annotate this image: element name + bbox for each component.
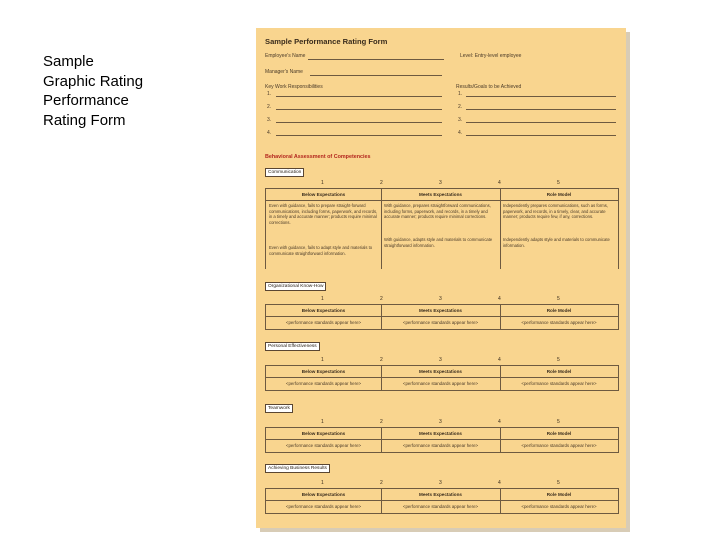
communication-grid — [265, 188, 619, 269]
col-below-expectations: Below Expectations — [301, 431, 346, 436]
comm-role-1: Independently prepares communications, such as forms, paperwork, and records, in a timely, clear, and accurate manner; products require few, if any, corrections. — [503, 203, 608, 220]
key-work-line — [276, 109, 442, 110]
manager-name-line — [310, 75, 442, 76]
competency-teamwork: Teamwork — [265, 404, 293, 413]
scale-number: 2 — [380, 480, 383, 486]
col-below-expectations: Below Expectations — [301, 369, 346, 374]
key-work-number: 2. — [267, 104, 272, 110]
scale-number: 3 — [439, 357, 442, 363]
standards-placeholder: <performance standards appear here> — [402, 381, 479, 386]
results-number: 4. — [458, 130, 463, 136]
scale-number: 2 — [380, 296, 383, 302]
employee-name-label: Employee's Name — [265, 53, 306, 59]
key-work-line — [276, 96, 442, 97]
col-meets-expectations: Meets Expectations — [419, 492, 462, 497]
scale-number: 1 — [321, 419, 324, 425]
scale-number: 3 — [439, 480, 442, 486]
scale-number: 4 — [498, 357, 501, 363]
results-label: Results/Goals to be Achieved — [456, 84, 522, 90]
standards-placeholder: <performance standards appear here> — [285, 443, 362, 448]
competency-communication: Communication — [265, 168, 304, 177]
standards-placeholder: <performance standards appear here> — [402, 320, 479, 325]
scale-number: 1 — [321, 180, 324, 186]
scale-number: 5 — [557, 419, 560, 425]
organizational-grid — [265, 304, 619, 330]
standards-placeholder: <performance standards appear here> — [285, 381, 362, 386]
standards-placeholder: <performance standards appear here> — [521, 504, 597, 509]
results-number: 2. — [458, 104, 463, 110]
comm-meets-1: With guidance, prepares straightforward communications, including forms, paperwork, and records, in a timely and accurate manner; products require minimal corrections. — [384, 203, 491, 220]
scale-number: 1 — [321, 357, 324, 363]
col-role-model: Role Model — [546, 369, 572, 374]
rating-form-image — [256, 28, 626, 528]
behavioral-section-title: Behavioral Assessment of Competencies — [265, 154, 371, 160]
scale-number: 4 — [498, 180, 501, 186]
results-number: 3. — [458, 117, 463, 123]
scale-number: 3 — [439, 419, 442, 425]
level-label: Level: Entry-level employee — [460, 53, 522, 59]
col-below-expectations: Below Expectations — [301, 192, 346, 197]
scale-number: 3 — [439, 296, 442, 302]
standards-placeholder: <performance standards appear here> — [285, 504, 362, 509]
business-results-grid — [265, 488, 619, 514]
scale-number: 5 — [557, 180, 560, 186]
scale-number: 1 — [321, 296, 324, 302]
key-work-line — [276, 122, 442, 123]
slide-title — [43, 52, 233, 130]
comm-meets-2: With guidance, adapts style and materials to communicate straightforward information. — [384, 237, 493, 248]
standards-placeholder: <performance standards appear here> — [285, 320, 362, 325]
key-work-number: 1. — [267, 91, 272, 97]
col-below-expectations: Below Expectations — [301, 308, 346, 313]
col-role-model: Role Model — [546, 492, 572, 497]
standards-placeholder: <performance standards appear here> — [402, 443, 479, 448]
standards-placeholder: <performance standards appear here> — [521, 443, 597, 448]
col-meets-expectations: Meets Expectations — [419, 431, 462, 436]
col-role-model: Role Model — [546, 431, 572, 436]
scale-number: 3 — [439, 180, 442, 186]
comm-role-2: Independently adapts style and materials to communicate information. — [503, 237, 610, 248]
results-line — [466, 135, 616, 136]
employee-name-line — [308, 59, 444, 60]
col-below-expectations: Below Expectations — [301, 492, 346, 497]
col-meets-expectations: Meets Expectations — [419, 308, 462, 313]
standards-placeholder: <performance standards appear here> — [521, 320, 597, 325]
col-meets-expectations: Meets Expectations — [419, 369, 462, 374]
scale-number: 4 — [498, 480, 501, 486]
col-role-model: Role Model — [546, 192, 572, 197]
comm-below-1: Even with guidance, fails to prepare straight-forward communications, including forms, paperwork, and records, in a timely and accurate manner; products require minimal corrections. — [269, 203, 378, 225]
standards-placeholder: <performance standards appear here> — [521, 381, 597, 386]
col-role-model: Role Model — [546, 308, 572, 313]
teamwork-grid — [265, 427, 619, 453]
scale-number: 1 — [321, 480, 324, 486]
competency-personal-effectiveness: Personal Effectiveness — [265, 342, 320, 351]
personal-grid — [265, 365, 619, 391]
results-line — [466, 96, 616, 97]
scale-number: 5 — [557, 357, 560, 363]
scale-number: 2 — [380, 357, 383, 363]
slide-title-line: Sample — [43, 53, 94, 70]
competency-achieving-business-results: Achieving Business Results — [265, 464, 330, 473]
manager-name-label: Manager's Name — [265, 69, 303, 75]
slide-title-line: Performance — [43, 92, 129, 109]
scale-number: 4 — [498, 296, 501, 302]
results-line — [466, 109, 616, 110]
scale-number: 5 — [557, 296, 560, 302]
comm-below-2: Even with guidance, fails to adapt style and materials to communicate straightforward information. — [269, 245, 373, 256]
scale-number: 5 — [557, 480, 560, 486]
competency-organizational-know-how: Organizational Know-How — [265, 282, 326, 291]
results-number: 1. — [458, 91, 463, 97]
slide-title-line: Graphic Rating — [43, 72, 144, 90]
form-title: Sample Performance Rating Form — [265, 37, 388, 46]
scale-number: 2 — [380, 419, 383, 425]
scale-number: 4 — [498, 419, 501, 425]
slide-title-line: Rating Form — [43, 111, 126, 129]
col-meets-expectations: Meets Expectations — [419, 192, 462, 197]
results-line — [466, 122, 616, 123]
standards-placeholder: <performance standards appear here> — [402, 504, 479, 509]
scale-number: 2 — [380, 180, 383, 186]
key-work-number: 3. — [267, 117, 272, 123]
key-work-label: Key Work Responsibilities — [265, 84, 323, 90]
key-work-number: 4. — [267, 130, 272, 136]
key-work-line — [276, 135, 442, 136]
